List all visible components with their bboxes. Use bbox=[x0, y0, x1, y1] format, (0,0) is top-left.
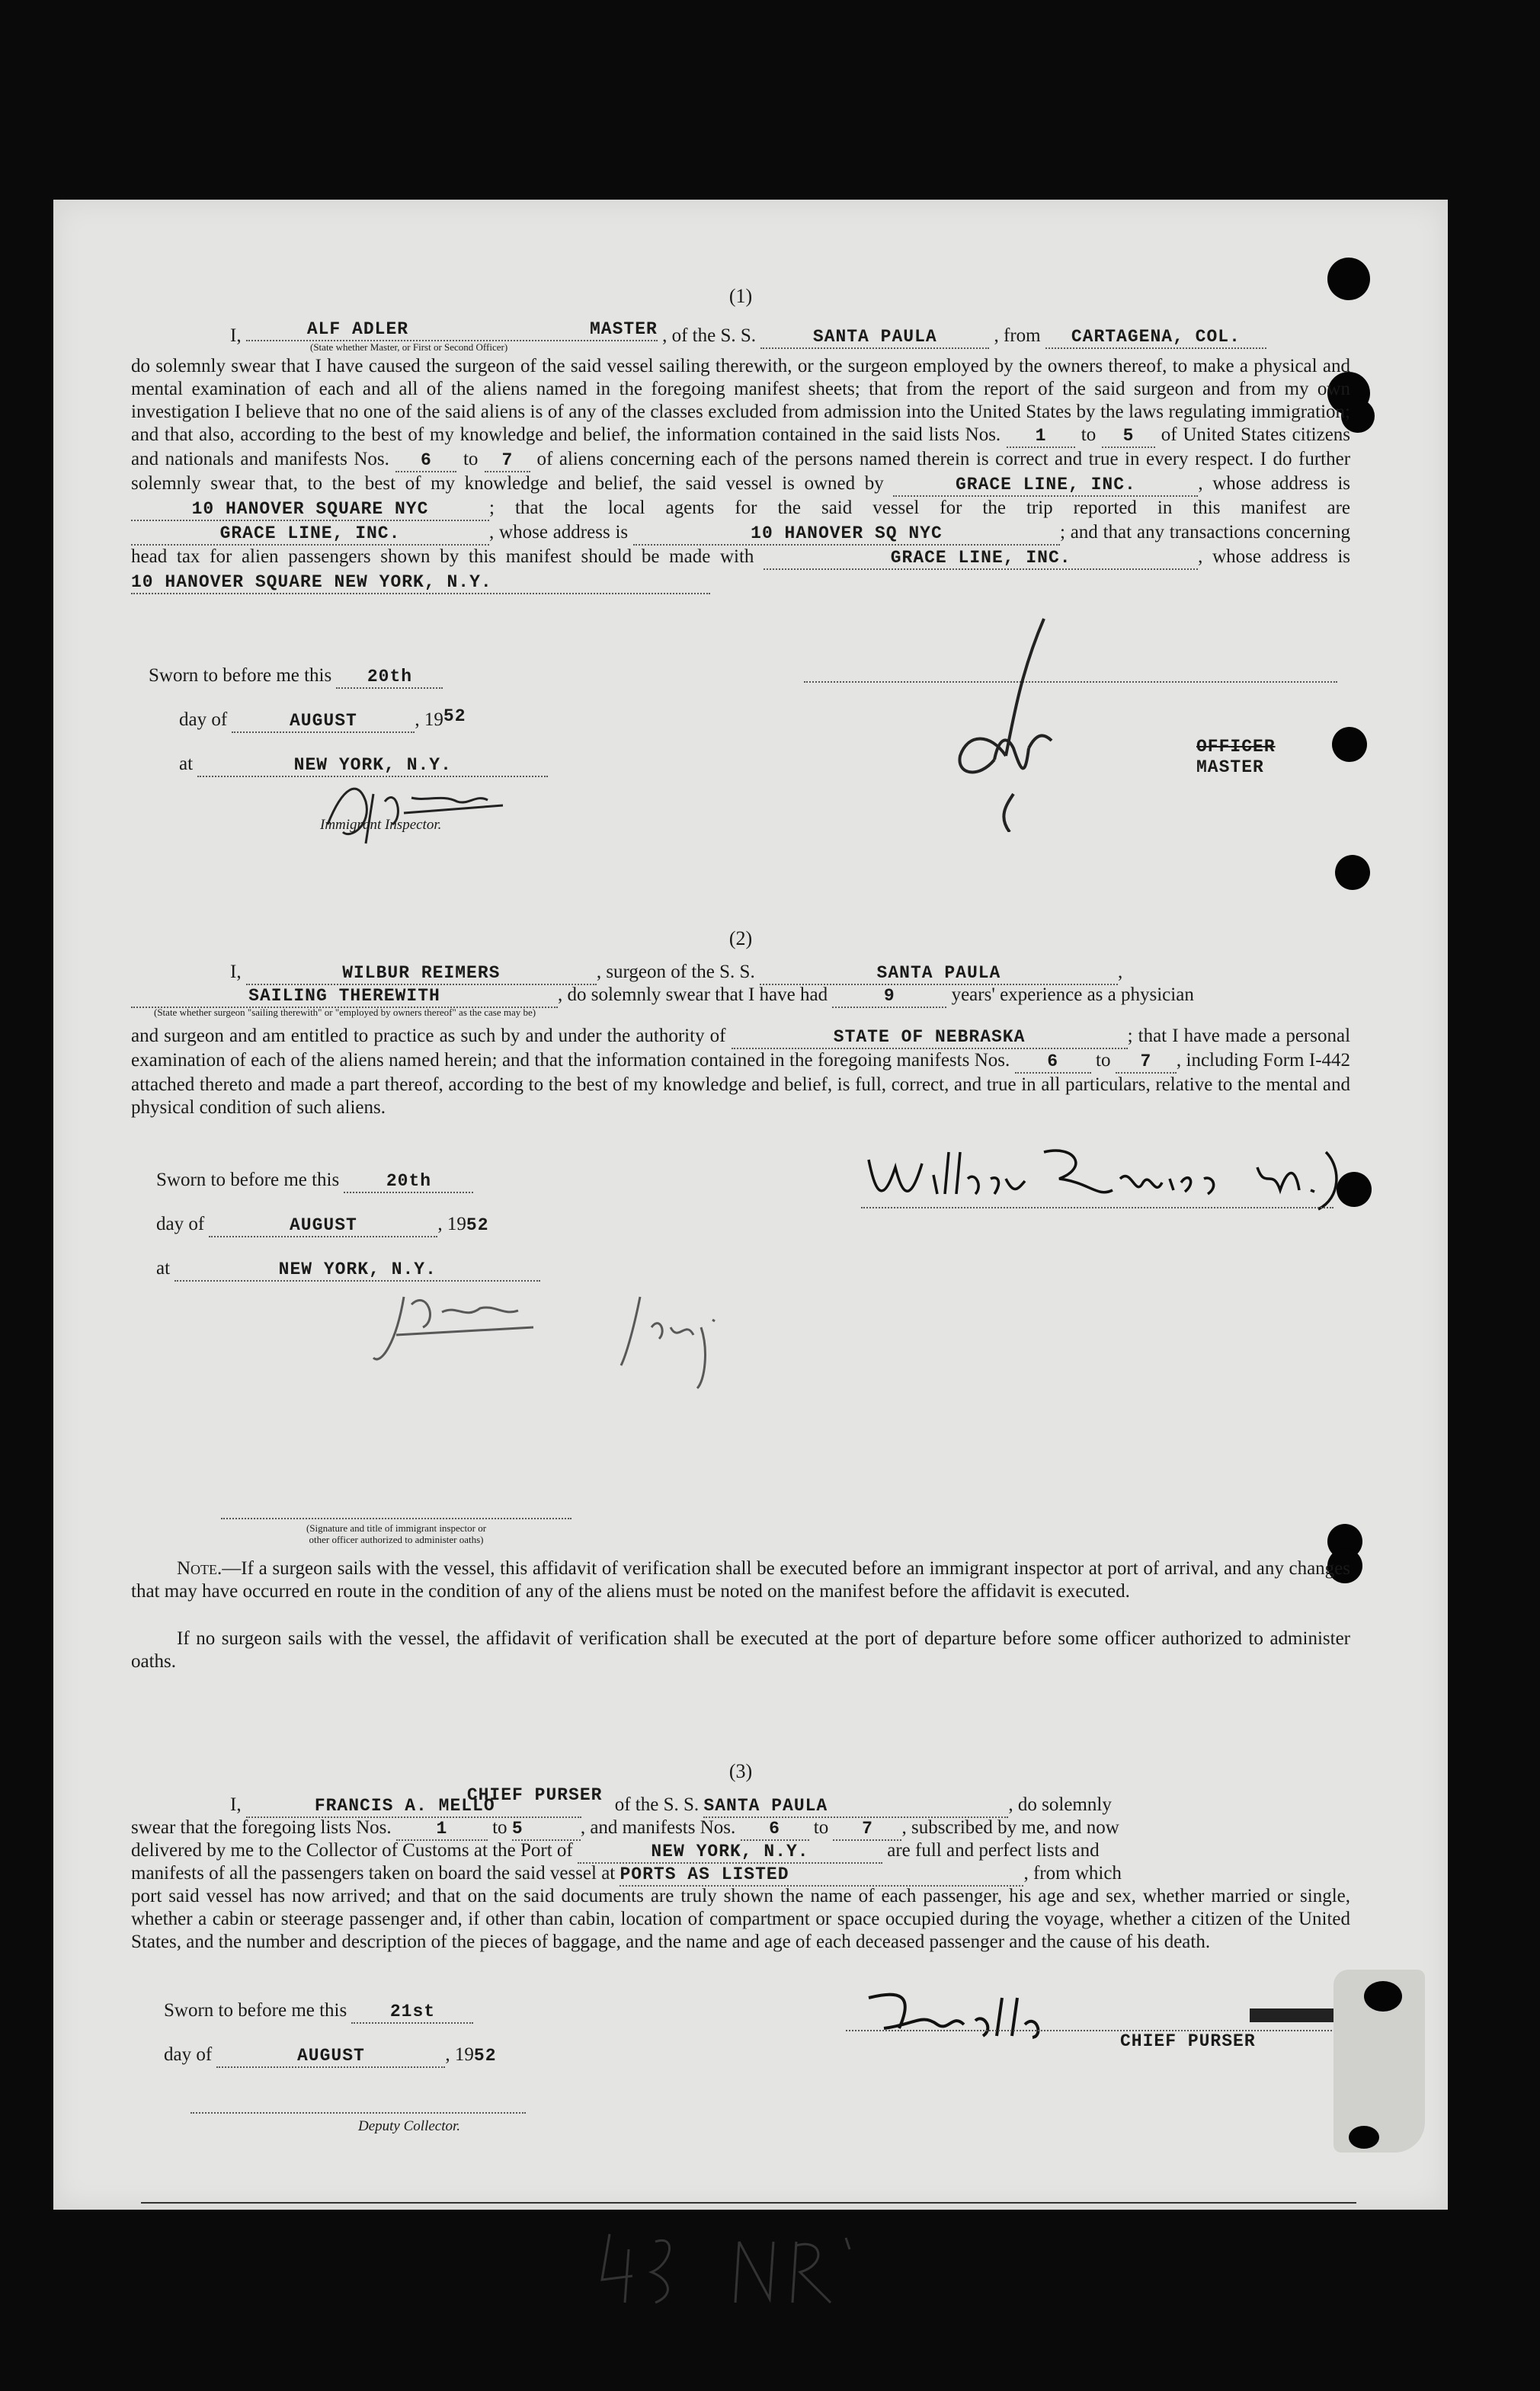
section-number: (1) bbox=[728, 285, 753, 307]
rank-caption: (State whether Master, or First or Second Officer) bbox=[310, 341, 508, 353]
ports-field: PORTS AS LISTED bbox=[620, 1864, 1023, 1887]
years-field: 9 bbox=[832, 985, 946, 1008]
sworn-day-field: 20th bbox=[336, 666, 443, 689]
master-name-field: ALF ADLER MASTER bbox=[246, 318, 658, 341]
from-port-field: CARTAGENA, COL. bbox=[1045, 326, 1266, 349]
month-field: AUGUST bbox=[232, 710, 415, 733]
note-paragraph: Note.—If a surgeon sails with the vessel, this affidavit of verification shall be executed before an immigrant inspector at port of arrival, and any changes that may have occurred en route in the condition of any of the aliens must be noted on the manifest before the affidavit is executed. bbox=[131, 1558, 1350, 1602]
inspector-signature bbox=[312, 771, 564, 847]
note-paragraph-2: If no surgeon sails with the vessel, the affidavit of verification shall be executed at the port of departure before some officer authorized to administer oaths. bbox=[131, 1628, 1350, 1672]
place-field: NEW YORK, N.Y. bbox=[197, 754, 548, 777]
lists-from-field: 1 bbox=[1007, 425, 1075, 448]
section-3: (3) I, FRANCIS A. MELLOCHIEF PURSER of the S. S. SANTA PAULA , do solemnly swear that the foregoing lists Nos. 1 to 5 , and manifests Nos. 6 to 7 , subscribed by me, and now delivered by me to the Collector of Customs at the Port of NEW YORK, N.Y. are full and perfect lists and manifests of all the passengers taken on board the said vessel at PORTS AS LISTED , from which port said vessel has now arrived; and that on the said documents are truly shown the name of each passenger, his age and sex, whether married or single, whether a cabin or steerage passenger and, if other than cabin, location of compartment or space occupied during the voyage, whether a citizen of the United States, and the number and description of the pieces of baggage, and the name and age of each deceased passenger and the cause of his death. bbox=[131, 1760, 1350, 1952]
lists-to-field: 5 bbox=[1102, 425, 1155, 448]
sailing-field: SAILING THEREWITH bbox=[131, 985, 558, 1008]
master-signature bbox=[892, 603, 1105, 832]
sailing-caption: (State whether surgeon "sailing therewith" or "employed by owners thereof" as the case may be) bbox=[154, 1007, 536, 1018]
sworn-day-field: 21st bbox=[351, 2001, 473, 2024]
chief-purser-title: CHIEF PURSER bbox=[1120, 2031, 1256, 2051]
signature-line bbox=[861, 1207, 1333, 1208]
section-2: (2) I, WILBUR REIMERS , surgeon of the S. S. SANTA PAULA , SAILING THEREWITH , do solemnly swear that I have had 9 years' experience as a physician (State whether surgeon "sailing therewith" or "employed by owners thereof" as the case may be) and surgeon and am entitled to practice as such by and under the authority of STATE OF NEBRASKA ; that I have made a personal examination of each of the aliens named herein; and that the information contained in the foregoing manifests Nos. 6 to 7 , including Form I-442 attached thereto and made a part thereof, according to the best of my knowledge and belief, is full, correct, and true in all particulars, relative to the mental and physical condition of such aliens. bbox=[131, 927, 1351, 1118]
master-title: MASTER bbox=[1196, 757, 1264, 777]
purser-oath-body: port said vessel has now arrived; and that on the said documents are truly shown the name of each passenger, his age and sex, whether married or single, whether a cabin or steerage passenger and, if other than cabin, location of compartment or space occupied during the voyage, whether a citizen of the United States, and the number and description of the pieces of baggage, and the name and age of each deceased passenger and the cause of his death. bbox=[131, 1886, 1350, 1952]
vessel-name-field: SANTA PAULA bbox=[760, 962, 1118, 985]
signature-line bbox=[221, 1518, 571, 1519]
manifest-page bbox=[53, 200, 1448, 2210]
section-1-jurat: Sworn to before me this 20th day of AUGUST , 1952 at NEW YORK, N.Y. bbox=[149, 664, 682, 797]
month-field: AUGUST bbox=[216, 2045, 445, 2068]
lists-to-field: 5 bbox=[512, 1818, 581, 1841]
month-field: AUGUST bbox=[209, 1215, 437, 1237]
signature-line bbox=[190, 2112, 526, 2114]
oath-header-line: I, ALF ADLER MASTER , of the S. S. SANTA PAULA , from CARTAGENA, COL. bbox=[131, 318, 1350, 341]
agents-field: GRACE LINE, INC. bbox=[131, 523, 489, 546]
authority-field: STATE OF NEBRASKA bbox=[732, 1026, 1128, 1049]
handwritten-note bbox=[587, 2219, 907, 2310]
manifests-to-field: 7 bbox=[485, 450, 530, 472]
bottom-rule bbox=[141, 2202, 1356, 2204]
vessel-name-field: SANTA PAULA bbox=[703, 1795, 1008, 1818]
inspector-signature-2 bbox=[351, 1274, 747, 1396]
oath-body: do solemnly swear that I have caused the surgeon of the said vessel sailing therewith, or the surgeon employed by the owners thereof, to make a physical and mental examination of each and all of the aliens named in the foregoing manifest sheets; that from the report of the said surgeon and from my own investigation I believe that no one of the said aliens is of any of the classes excluded from admission into the United States by the laws regulating immigration; and that also, according to the best of my knowledge and belief, the information contained in the said lists Nos. 1 to 5 of United States citizens and nationals and manifests Nos. 6 to 7 of aliens concerning each of the persons named therein is correct and true in every respect. I do further solemnly swear that, to the best of my knowledge and belief, the said vessel is owned by GRACE LINE, INC. , whose address is 10 HANOVER SQUARE NYC ; that the local agents for the said vessel for the trip reported in this manifest are GRACE LINE, INC. , whose address is 10 HANOVER SQ NYC ; and that any transactions concerning head tax for alien passengers shown by this manifest should be made with GRACE LINE, INC. , whose address is 10 HANOVER SQUARE NEW YORK, N.Y. bbox=[131, 355, 1350, 594]
section-number: (2) bbox=[728, 927, 753, 949]
signature-caption: (Signature and title of immigrant inspector or other officer authorized to administer oaths) bbox=[306, 1522, 487, 1545]
section-3-jurat: Sworn to before me this 21st day of AUGUST , 1952 bbox=[164, 1999, 697, 2088]
place-field: NEW YORK, N.Y. bbox=[174, 1259, 540, 1282]
punch-hole bbox=[1349, 2126, 1379, 2149]
purser-signature bbox=[853, 1983, 1158, 2051]
port-field: NEW YORK, N.Y. bbox=[578, 1841, 882, 1864]
purser-name-field: FRANCIS A. MELLO bbox=[246, 1795, 581, 1818]
punch-hole bbox=[1332, 727, 1367, 762]
inspector-caption: Immigrant Inspector. bbox=[320, 817, 442, 833]
head-tax-agent-field: GRACE LINE, INC. bbox=[764, 547, 1198, 570]
manifests-from-field: 6 bbox=[741, 1818, 809, 1841]
signature-line bbox=[846, 2030, 1356, 2031]
surgeon-oath-body: and surgeon and am entitled to practice as such by and under the authority of STATE OF NEBRASKA ; that I have made a personal examination of each of the aliens named herein; and that the information contained in the foregoing manifests Nos. 6 to 7 , including Form I-442 attached thereto and made a part thereof, according to the best of my knowledge and belief, is full, correct, and true in all particulars, relative to the mental and physical condition of such aliens. bbox=[131, 1026, 1351, 1118]
agents-address-field: 10 HANOVER SQ NYC bbox=[633, 523, 1060, 546]
head-tax-address-field: 10 HANOVER SQUARE NEW YORK, N.Y. bbox=[131, 571, 710, 594]
punch-hole bbox=[1364, 1981, 1402, 2012]
deputy-collector-caption: Deputy Collector. bbox=[358, 2118, 461, 2134]
vessel-name-field: SANTA PAULA bbox=[760, 326, 989, 349]
purser-title-inline: CHIEF PURSER bbox=[466, 1785, 603, 1805]
section-2-jurat: Sworn to before me this 20th day of AUGUST , 1952 at NEW YORK, N.Y. bbox=[156, 1169, 690, 1301]
punch-hole bbox=[1335, 855, 1370, 890]
manifests-to-field: 7 bbox=[1116, 1051, 1177, 1074]
section-1 bbox=[131, 285, 1350, 594]
owner-address-field: 10 HANOVER SQUARE NYC bbox=[131, 498, 489, 521]
officer-struck-label: OFFICER bbox=[1196, 737, 1276, 757]
section-number: (3) bbox=[728, 1760, 753, 1782]
sworn-day-field: 20th bbox=[344, 1170, 473, 1193]
manifests-to-field: 7 bbox=[833, 1818, 901, 1841]
manifests-from-field: 6 bbox=[1015, 1051, 1091, 1074]
lists-from-field: 1 bbox=[396, 1818, 488, 1841]
owner-field: GRACE LINE, INC. bbox=[893, 474, 1198, 497]
surgeon-name-field: WILBUR REIMERS bbox=[246, 962, 597, 985]
manifests-from-field: 6 bbox=[395, 450, 456, 472]
